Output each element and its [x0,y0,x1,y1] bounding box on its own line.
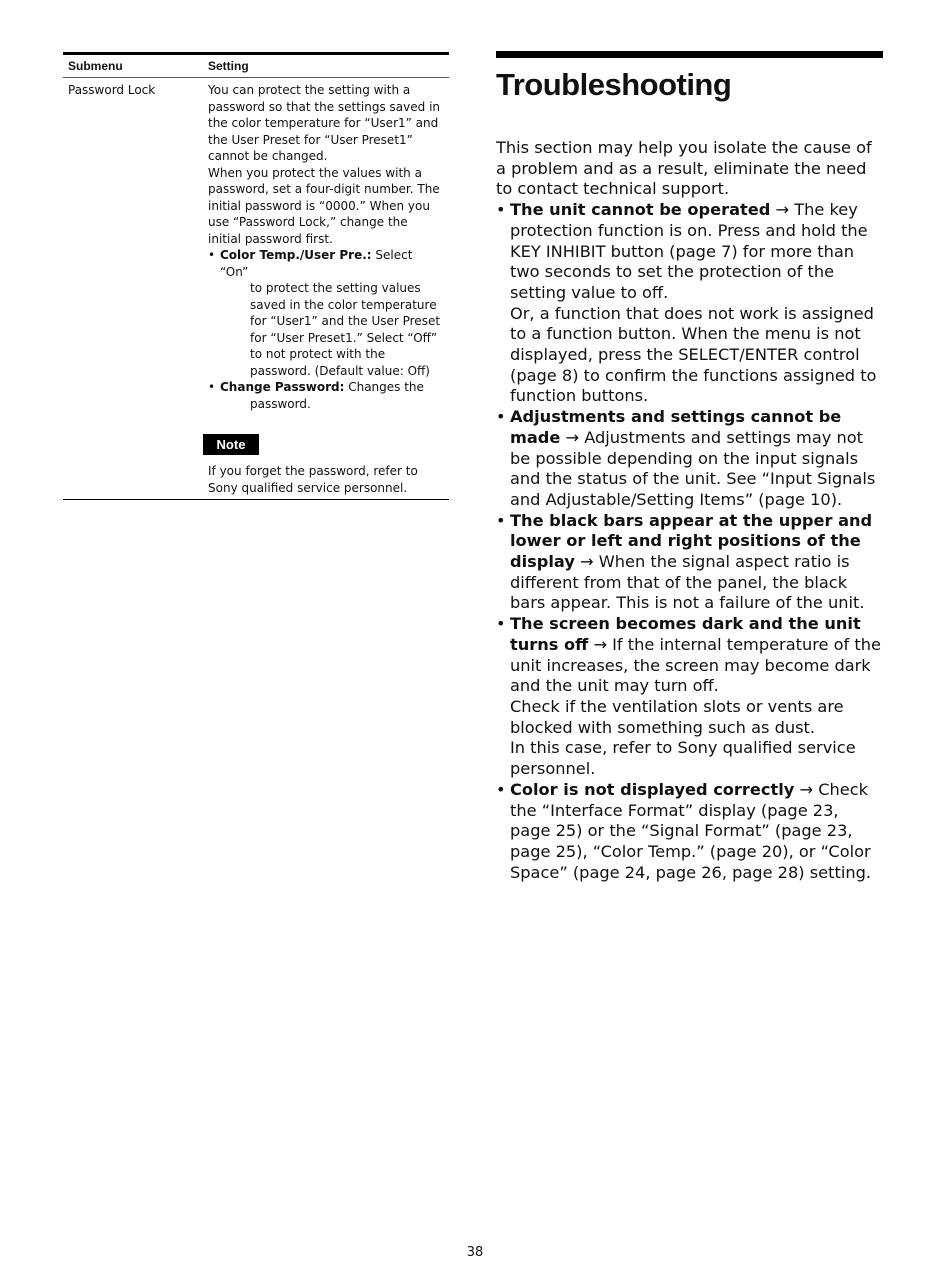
arrow-icon: → [580,552,594,572]
password-lock-table [63,52,449,500]
list-item [496,780,883,884]
issue-heading: The screen becomes dark and the unit turns off [510,614,861,654]
issue-heading: The black bars appear at the upper and lower or left and right positions of the display [510,510,873,572]
option-continuation: password. [250,396,311,411]
arrow-icon: → [593,634,608,654]
header-submenu: Submenu [68,59,123,73]
intro-paragraph: This section may help you isolate the cause of a problem and as a result, eliminate the need to contact technical support. [496,138,872,199]
issue-text: Check the “Interface Format” display (page 23, page 25) or the “Signal Format” (page 23, page 25), “Color Temp.” (page 20), or “Color Space” (page 24, page 26, page 28) setting. [510,779,872,882]
issue-heading: The unit cannot be operated [510,200,771,220]
table-header-row [63,55,449,78]
issue-text: Adjustments and settings may not be possible depending on the input signals and the status of the unit. See “Input Signals and Adjustable/Setting Items” (page 10). [510,427,876,509]
bullet-icon: • [496,779,506,799]
issue-text: If the internal temperature of the unit increases, the screen may become dark and the unit may turn off. [510,634,881,696]
arrow-icon: → [799,779,814,799]
table-row [63,78,449,500]
list-item [496,511,883,615]
section-rule [496,51,883,58]
setting-paragraph-2: When you protect the values with a password, set a four-digit number. The initial password is “0000.” When you use “Password Lock,” change the initial password first. [208,165,440,246]
issue-extra: In this case, refer to Sony qualified service personnel. [510,738,856,779]
note-text: If you forget the password, refer to Sony qualified service personnel. [208,464,418,495]
issue-text: When the signal aspect ratio is different from that of the panel, the black bars appear. This is not a failure of the unit. [510,552,865,613]
submenu-cell: Password Lock [68,83,156,97]
issue-extra: Check if the ventilation slots or vents are blocked with something such as dust. [510,696,844,737]
bullet-icon: • [208,248,216,262]
setting-paragraph-1: You can protect the setting with a password so that the settings saved in the color temperature for “User1” and the User Preset for “User Preset1” cannot be changed. [208,83,441,163]
option-text: Changes the [344,380,424,394]
bullet-icon: • [496,200,506,220]
issue-extra: Or, a function that does not work is assigned to a function button. When the menu is not displayed, press the SELECT/ENTER control (page 8) to confirm the functions assigned to function buttons. [510,303,877,406]
option-label: Color Temp./User Pre.: [220,248,372,262]
option-item [208,247,443,379]
arrow-icon: → [775,200,790,220]
troubleshooting-section [496,51,883,883]
list-item [496,407,883,511]
note-badge: Note [203,434,259,455]
option-item [208,379,443,412]
issue-heading: Color is not displayed correctly [510,779,795,799]
option-list [208,247,443,412]
arrow-icon: → [565,427,580,447]
page-number: 38 [466,1245,484,1260]
list-item [496,614,883,780]
issue-list [496,200,883,883]
option-label: Change Password: [220,380,345,394]
bullet-icon: • [496,510,506,530]
option-continuation: to protect the setting values saved in the color temperature for “User1” and the User Preset for “User Preset1.” Select “Off” to not protect with the password. (Default value: Off) [250,281,441,378]
header-setting: Setting [208,59,249,73]
issue-heading: Adjustments and settings cannot be made [510,407,842,447]
bullet-icon: • [496,614,506,634]
list-item [496,200,883,407]
bullet-icon: • [208,380,216,394]
bullet-icon: • [496,407,506,427]
page-title: Troubleshooting [496,67,732,102]
option-text: Select “On” [220,248,413,279]
setting-cell [204,82,449,496]
issue-text: The key protection function is on. Press and hold the KEY INHIBIT button (page 7) for more than two seconds to set the protection of the setting value to off. [510,200,868,302]
